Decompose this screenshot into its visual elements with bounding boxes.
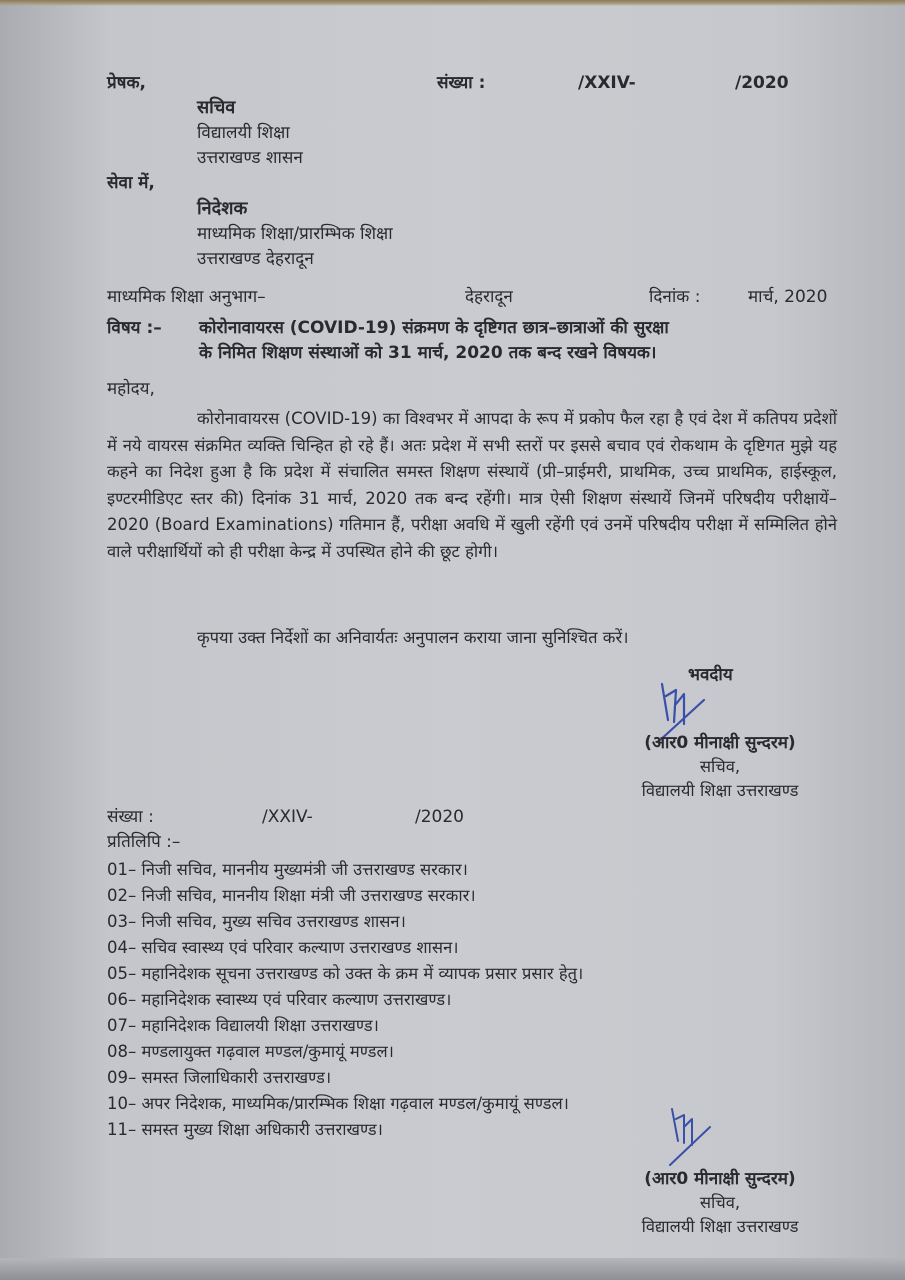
section-name: माध्यमिक शिक्षा अनुभाग– bbox=[107, 287, 266, 307]
salutation: महोदय, bbox=[107, 379, 155, 399]
sender-label: प्रेषक, bbox=[107, 73, 147, 93]
subject-line-2: के निमित शिक्षण संस्थाओं को 31 मार्च, 2020 तक बन्द रखने विषयक। bbox=[199, 343, 657, 363]
body-paragraph: कोरोनावायरस (COVID-19) का विश्वभर में आपदा के रूप में प्रकोप फैल रहा है एवं देश में कतिपय प्रदेशों में नये वायरस संक्रमित व्यक्ति चिन्हित हो रहे हैं। अतः प्रदेश में सभी स्तरों पर इससे बचाव एवं रोकथाम के दृष्टिगत मुझे यह कहने का निदेश हुआ है कि प्रदेश में संचालित समस्त शिक्षण संस्थायें (प्री–प्राईमरी, प्राथमिक, उच्च प्राथमिक, हाईस्कूल, इण्टरमीडिएट स्तर की) दिनांक 31 मार्च, 2020 तक बन्द रहेंगी। मात्र ऐसी शिक्षण संस्थायें जिनमें परिषदीय परीक्षायें–2020 (Board Examinations) गतिमान हैं, परीक्षा अवधि में खुली रहेंगी एवं उनमें परिषदीय परीक्षा में सम्मिलित होने वाले परीक्षार्थियों को ही परीक्षा केन्द्र में उपस्थित होने की छूट होगी। bbox=[107, 409, 837, 561]
list-item: 01– निजी सचिव, माननीय मुख्यमंत्री जी उत्तराखण्ड सरकार। bbox=[107, 860, 468, 879]
list-item: 05– महानिदेशक सूचना उत्तराखण्ड को उक्त के क्रम में व्यापक प्रसार प्रसार हेतु। bbox=[107, 964, 584, 983]
subject-line-1: कोरोनावायरस (COVID-19) संक्रमण के दृष्टिगत छात्र–छात्राओं की सुरक्षा bbox=[199, 318, 669, 338]
sender-government: उत्तराखण्ड शासन bbox=[197, 148, 303, 168]
copy-signatory-block bbox=[600, 1167, 840, 1239]
list-item: 07– महानिदेशक विद्यालयी शिक्षा उत्तराखण्ड। bbox=[107, 1016, 379, 1035]
paper-edge-top bbox=[0, 0, 905, 6]
recipient-designation: निदेशक bbox=[197, 198, 248, 219]
date-label: दिनांक : bbox=[649, 287, 701, 307]
copy-reference-year: /2020 bbox=[415, 807, 464, 827]
copy-signatory-name: (आर0 मीनाक्षी सुन्दरम) bbox=[644, 1169, 796, 1189]
copy-reference-series: /XXIV- bbox=[262, 807, 313, 827]
recipient-label: सेवा में, bbox=[107, 173, 155, 193]
list-item: 02– निजी सचिव, माननीय शिक्षा मंत्री जी उत्तराखण्ड सरकार। bbox=[107, 886, 476, 905]
subject bbox=[107, 316, 837, 366]
signatory-designation: सचिव, bbox=[699, 757, 741, 776]
reference-series: /XXIV- bbox=[578, 73, 636, 93]
closing: भवदीय bbox=[688, 665, 733, 685]
reference-year: /2020 bbox=[735, 73, 789, 93]
sender-department: विद्यालयी शिक्षा bbox=[197, 123, 290, 143]
list-item: 04– सचिव स्वास्थ्य एवं परिवार कल्याण उत्तराखण्ड शासन। bbox=[107, 938, 459, 957]
sender-designation: सचिव bbox=[197, 97, 236, 118]
copy-label: प्रतिलिपि :– bbox=[107, 832, 181, 852]
list-item: 03– निजी सचिव, मुख्य सचिव उत्तराखण्ड शासन। bbox=[107, 912, 406, 931]
list-item: 11– समस्त मुख्य शिक्षा अधिकारी उत्तराखण्ड। bbox=[107, 1120, 383, 1139]
copy-signatory-department: विद्यालयी शिक्षा उत्तराखण्ड bbox=[641, 1217, 799, 1236]
request-paragraph: कृपया उक्त निर्देशों का अनिवार्यतः अनुपालन कराया जाना सुनिश्चित करें। bbox=[197, 628, 629, 647]
copy-signatory-designation: सचिव, bbox=[699, 1193, 741, 1212]
list-item: 06– महानिदेशक स्वास्थ्य एवं परिवार कल्याण उत्तराखण्ड। bbox=[107, 990, 452, 1009]
place: देहरादून bbox=[465, 287, 513, 307]
signature-icon bbox=[662, 1105, 722, 1171]
recipient-department: माध्यमिक शिक्षा/प्रारम्भिक शिक्षा bbox=[197, 224, 393, 244]
list-item: 09– समस्त जिलाधिकारी उत्तराखण्ड। bbox=[107, 1068, 332, 1087]
list-item: 08– मण्डलायुक्त गढ़वाल मण्डल/कुमायूं मण्डल। bbox=[107, 1042, 394, 1061]
date-value: मार्च, 2020 bbox=[748, 287, 828, 307]
reference-label: संख्या : bbox=[437, 73, 486, 93]
copy-recipient-list bbox=[107, 857, 583, 1143]
list-item: 10– अपर निदेशक, माध्यमिक/प्रारम्भिक शिक्षा गढ़वाल मण्डल/कुमायूं सण्डल। bbox=[107, 1094, 569, 1113]
signatory-name: (आर0 मीनाक्षी सुन्दरम) bbox=[644, 733, 796, 753]
paper-edge-bottom bbox=[0, 1258, 905, 1280]
signatory-department: विद्यालयी शिक्षा उत्तराखण्ड bbox=[641, 781, 799, 800]
copy-reference-label: संख्या : bbox=[107, 807, 154, 827]
signatory-block bbox=[600, 731, 840, 803]
recipient-location: उत्तराखण्ड देहरादून bbox=[197, 249, 314, 269]
subject-label: विषय :– bbox=[107, 318, 162, 338]
